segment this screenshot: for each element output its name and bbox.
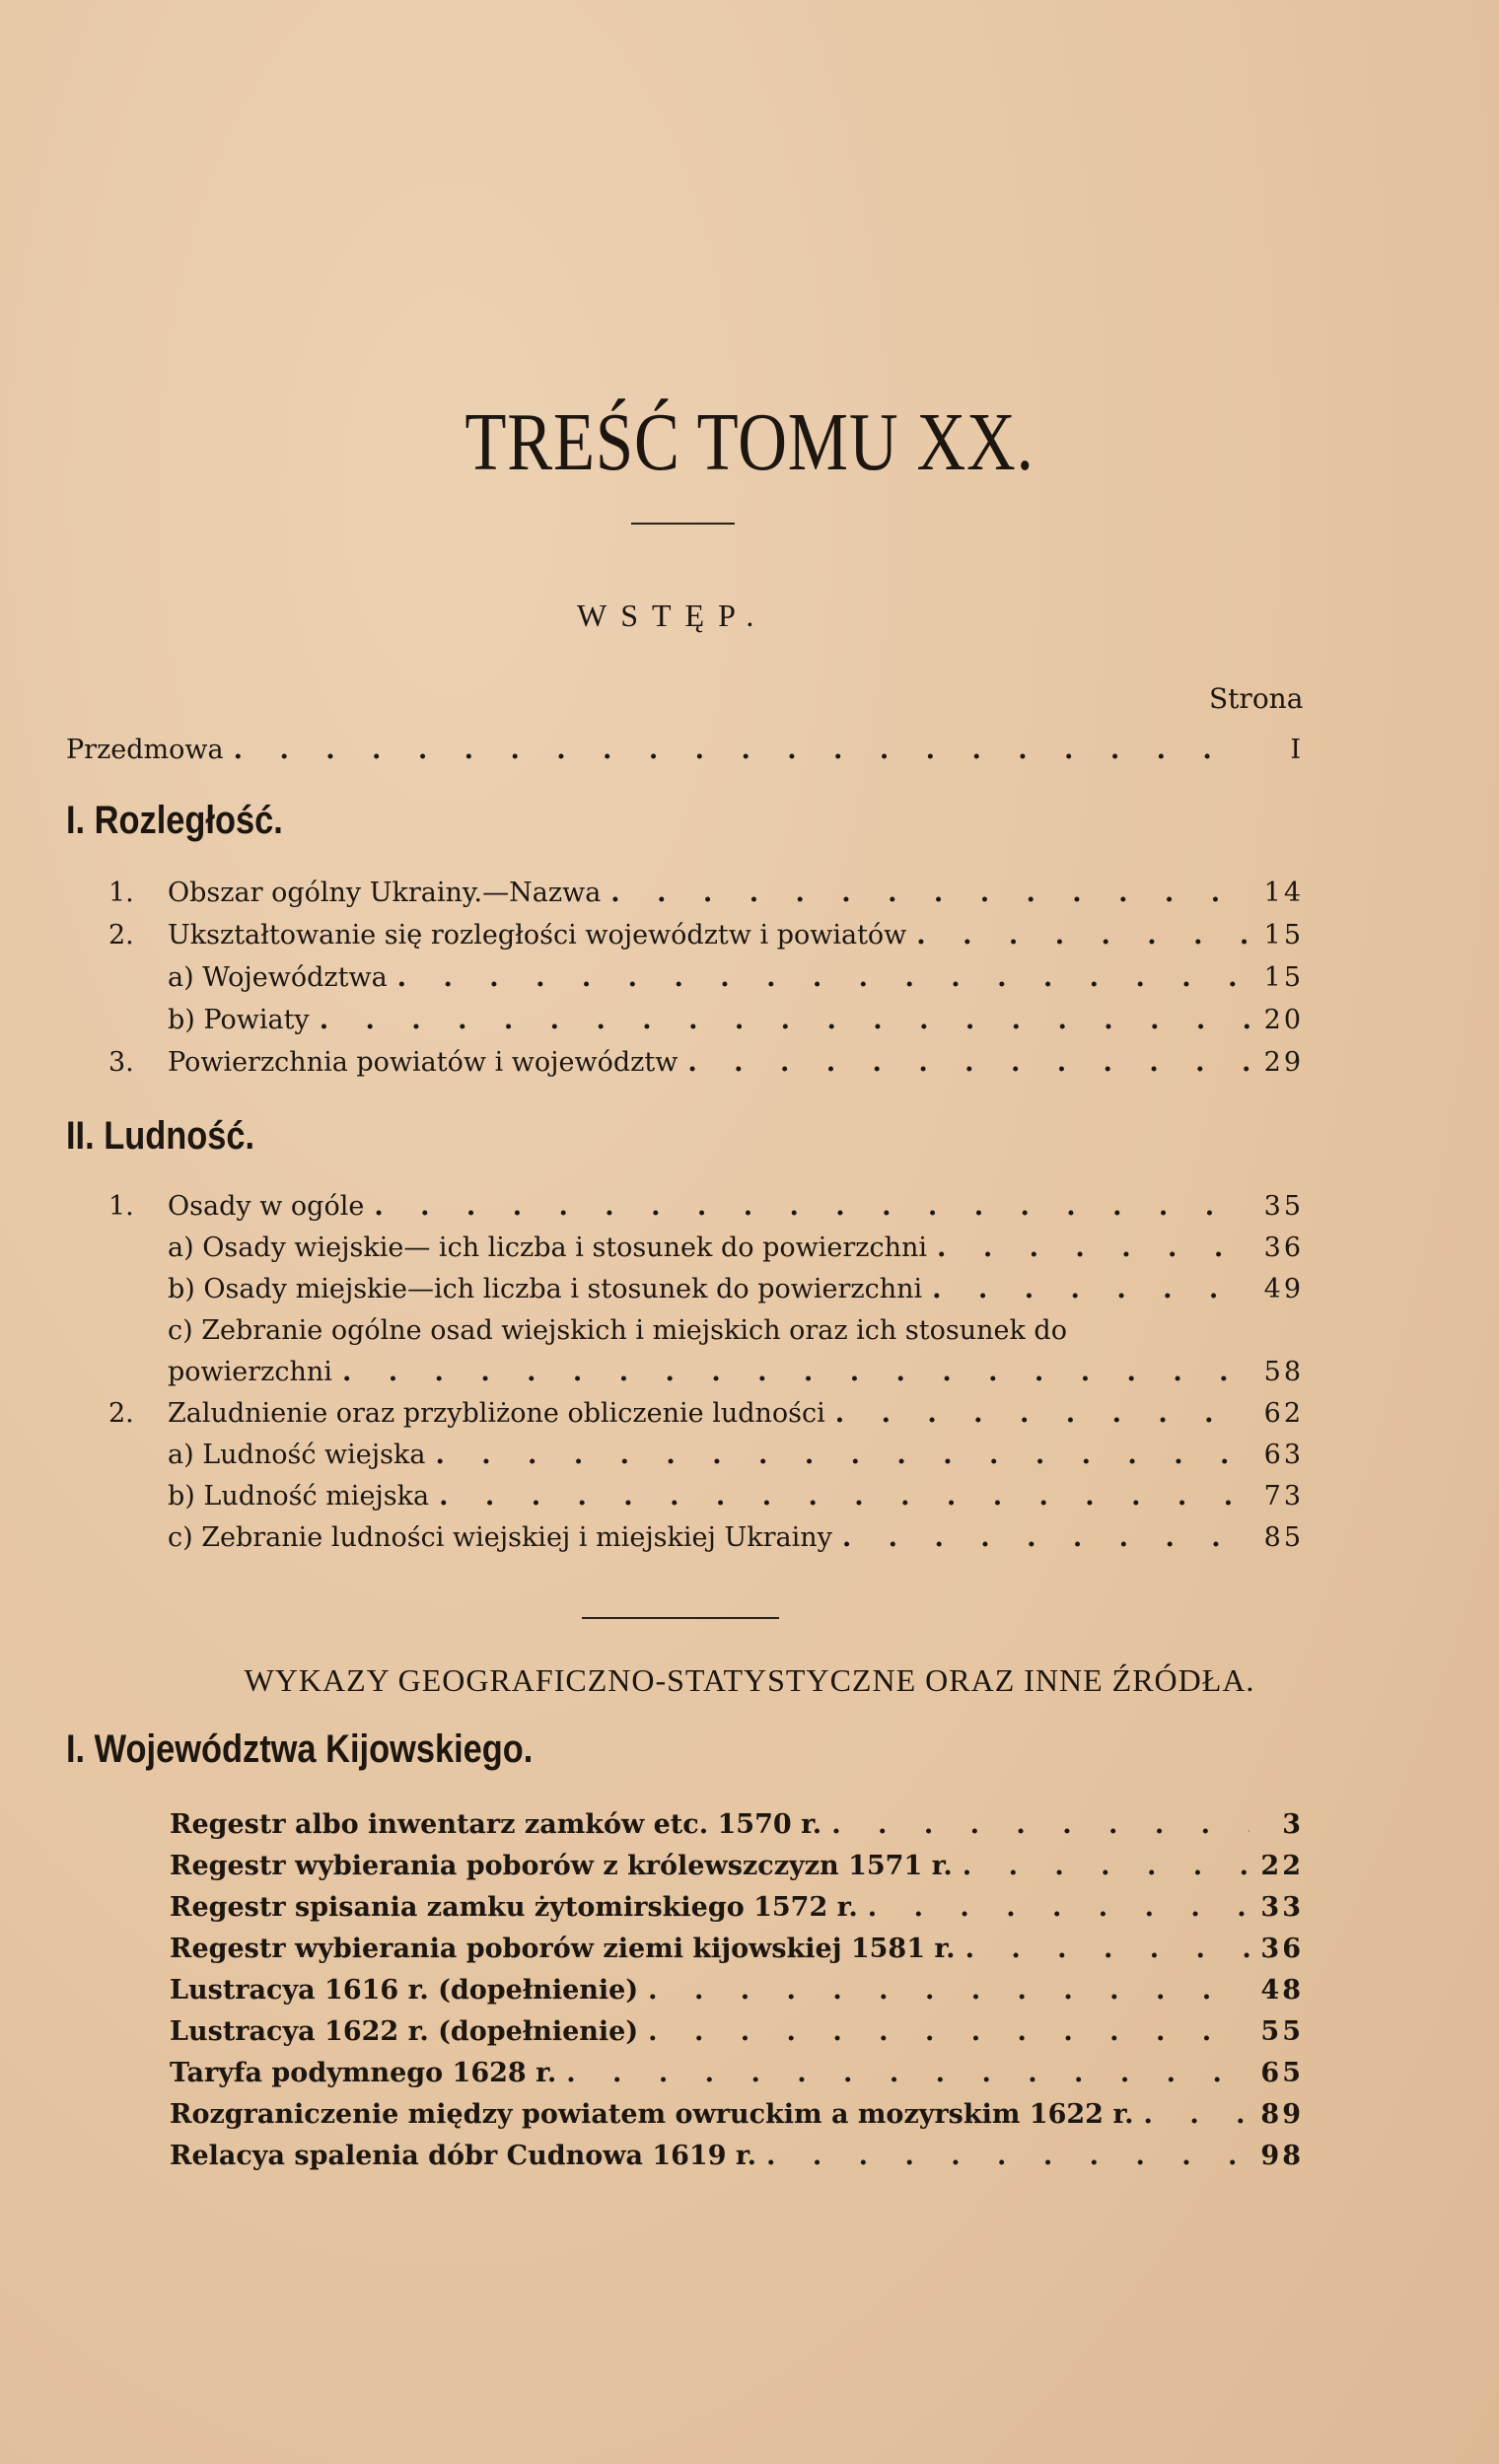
toc-entry [108,873,1304,915]
leader-dots [687,1042,1249,1084]
entry-page: 89 [1260,2099,1304,2130]
title-rule [631,523,735,525]
toc-entry [108,1476,1304,1517]
entry-text: Zaludnienie oraz przybliżone obliczenie ludności [168,1398,825,1429]
entry-page: 14 [1263,878,1304,908]
toc-entry [170,1804,1304,1846]
entry-text: Lustracya 1616 r. (dopełnienie) [170,1975,639,2006]
entry-page: 22 [1260,1851,1304,1881]
leader-dots [1144,2094,1249,2136]
section-rule [582,1617,779,1619]
entry-text: Przedmowa [66,735,224,765]
section-wstep: WSTĘP. [577,598,768,633]
toc-entry [170,1970,1304,2011]
leader-dots [610,873,1249,914]
toc-entry [108,1269,1304,1310]
leader-dots [397,957,1249,999]
entry-page: 58 [1263,1357,1304,1387]
leader-dots [435,1435,1249,1476]
toc-entry [108,1228,1304,1269]
entry-page: 36 [1260,1934,1304,1964]
entry-page: 15 [1263,962,1304,993]
entry-page: 49 [1263,1274,1304,1304]
section-rozleglosc-list [108,873,1304,1085]
preface-entry [66,730,1304,771]
leader-dots [342,1352,1249,1393]
entry-text: c) Zebranie ludności wiejskiej i miejskiej Ukrainy [168,1522,832,1553]
leader-dots [566,2053,1249,2094]
leader-dots [234,730,1249,771]
entry-page: 62 [1263,1398,1304,1429]
entry-page: 29 [1263,1047,1304,1078]
toc-entry [108,915,1304,957]
entry-text: powierzchni [168,1357,332,1387]
entry-number: 3. [108,1047,134,1078]
toc-entry [170,2136,1304,2177]
toc-entry [108,1310,1304,1352]
entry-page: 3 [1282,1809,1304,1840]
toc-entry [108,1393,1304,1435]
section-heading-ludnosc: II. Ludność. [66,1114,255,1158]
entry-text: Ukształtowanie się rozległości województw i powiatów [168,920,907,950]
column-label-strona: Strona [1209,682,1304,715]
leader-dots [766,2136,1249,2177]
entry-text: Obszar ogólny Ukrainy.—Nazwa [168,878,602,908]
toc-entry [170,1846,1304,1887]
leader-dots [842,1517,1249,1559]
entry-text: Lustracya 1622 r. (dopełnienie) [170,2016,639,2047]
leader-dots [965,1929,1249,1970]
entry-page: 15 [1263,920,1304,950]
leader-dots [835,1393,1249,1435]
leader-dots [648,2011,1249,2053]
sources-heading: WYKAZY GEOGRAFICZNO-STATYSTYCZNE ORAZ INNE ŹRÓDŁA. [244,1662,1255,1698]
toc-entry [170,2053,1304,2094]
entry-number: 1. [108,1191,134,1222]
entry-page: 73 [1263,1481,1304,1512]
toc-entry [170,1887,1304,1929]
toc-entry [170,2094,1304,2136]
toc-entry [108,1352,1304,1393]
toc-entry [108,957,1304,1000]
toc-entry [170,2011,1304,2053]
entry-text: a) Województwa [168,962,388,993]
entry-text: Regestr spisania zamku żytomirskiego 1572 r. [170,1892,858,1923]
page-title: TREŚĆ TOMU XX. [464,396,1035,488]
toc-entry [108,1435,1304,1476]
entry-page: 35 [1263,1191,1304,1222]
section-heading-kijowskie: I. Województwa Kijowskiego. [66,1727,534,1771]
entry-text: Regestr wybierania poborów ziemi kijowskiej 1581 r. [170,1934,956,1964]
entry-page: 20 [1263,1005,1304,1035]
entry-text: Relacya spalenia dóbr Cudnowa 1619 r. [170,2141,757,2171]
entry-page: I [1290,735,1304,765]
section-heading-rozleglosc: I. Rozległość. [66,799,283,842]
entry-text: b) Osady miejskie—ich liczba i stosunek do powierzchni [168,1274,923,1304]
leader-dots [963,1846,1249,1887]
entry-page: 33 [1260,1892,1304,1923]
entry-text: a) Osady wiejskie— ich liczba i stosunek do powierzchni [168,1232,928,1263]
entry-text: Osady w ogóle [168,1191,365,1222]
leader-dots [439,1476,1249,1517]
entry-page: 98 [1260,2141,1304,2171]
entry-text: Rozgraniczenie między powiatem owruckim a mozyrskim 1622 r. [170,2099,1134,2130]
leader-dots [831,1804,1249,1846]
entry-text: b) Powiaty [168,1005,310,1035]
entry-number: 2. [108,920,134,950]
toc-entry [108,1042,1304,1085]
entry-text: Powierzchnia powiatów i województw [168,1047,678,1078]
section-ludnosc-list [108,1186,1304,1559]
entry-page: 48 [1260,1975,1304,2006]
entry-number: 1. [108,878,134,908]
entry-number: 2. [108,1398,134,1429]
entry-page: 55 [1260,2016,1304,2047]
leader-dots [916,915,1249,956]
toc-entry [170,1929,1304,1970]
leader-dots [648,1970,1249,2011]
leader-dots [937,1228,1249,1269]
entry-text: Taryfa podymnego 1628 r. [170,2058,557,2088]
entry-page: 36 [1263,1232,1304,1263]
entry-page: 85 [1263,1522,1304,1553]
leader-dots [932,1269,1249,1310]
entry-text: c) Zebranie ogólne osad wiejskich i miejskich oraz ich stosunek do [168,1315,1067,1346]
toc-entry [108,1517,1304,1559]
leader-dots [374,1186,1249,1228]
section-kijowskie-list [170,1804,1304,2177]
entry-text: Regestr albo inwentarz zamków etc. 1570 r. [170,1809,822,1840]
toc-entry [108,1000,1304,1042]
entry-text: Regestr wybierania poborów z królewszczyzn 1571 r. [170,1851,953,1881]
entry-text: b) Ludność miejska [168,1481,430,1512]
entry-page: 65 [1260,2058,1304,2088]
leader-dots [320,1000,1249,1041]
leader-dots [868,1887,1249,1929]
toc-entry [108,1186,1304,1228]
entry-page: 63 [1263,1440,1304,1470]
entry-text: a) Ludność wiejska [168,1440,426,1470]
